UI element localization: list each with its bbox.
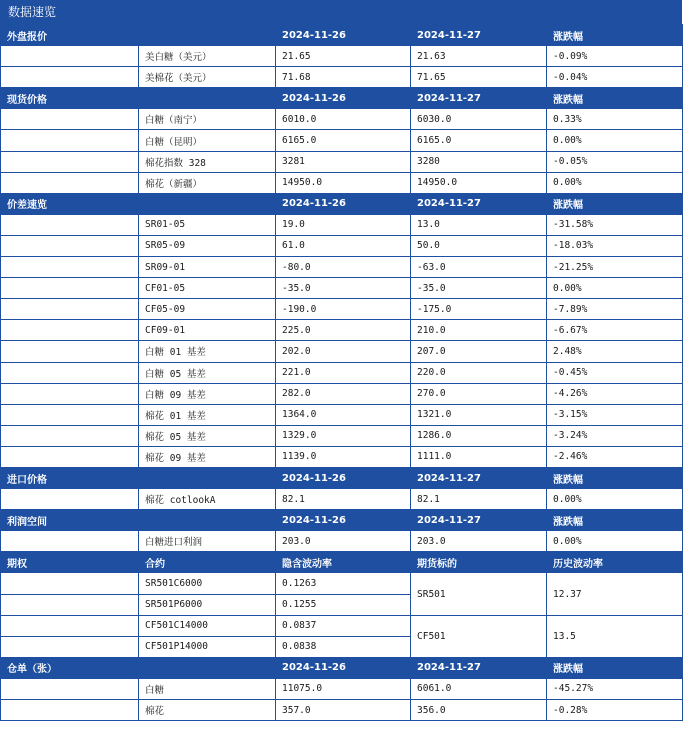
column-header: 合约 (139, 552, 276, 573)
value-day1: 1139.0 (276, 446, 411, 467)
value-day2: 14950.0 (411, 172, 547, 193)
row-label: 棉花 09 基差 (139, 446, 276, 467)
header-blank-cell (139, 193, 276, 214)
value-day1: -35.0 (276, 278, 411, 299)
value-day1: 19.0 (276, 214, 411, 235)
table-row (1, 446, 683, 467)
value-day2: 6030.0 (411, 109, 547, 130)
row-label: 棉花 (139, 700, 276, 721)
change-percent: -0.09% (547, 46, 683, 67)
value-day1: 82.1 (276, 489, 411, 510)
options-row (1, 573, 683, 594)
header-blank-cell (139, 88, 276, 109)
column-header: 2024-11-27 (411, 467, 547, 488)
row-blank-cell (1, 425, 139, 446)
row-blank-cell (1, 299, 139, 320)
change-percent: -2.46% (547, 446, 683, 467)
option-contract: CF501C14000 (139, 615, 276, 636)
option-contract: SR501P6000 (139, 594, 276, 615)
value-day2: 6061.0 (411, 678, 547, 699)
value-day1: 11075.0 (276, 678, 411, 699)
header-blank-cell (139, 25, 276, 46)
change-percent: -0.28% (547, 700, 683, 721)
row-label: 白糖 (139, 678, 276, 699)
value-day2: 207.0 (411, 341, 547, 362)
table-row (1, 278, 683, 299)
change-percent: -0.45% (547, 362, 683, 383)
change-percent: -21.25% (547, 257, 683, 278)
row-label: 白糖（南宁） (139, 109, 276, 130)
column-header: 涨跌幅 (547, 510, 683, 531)
row-blank-cell (1, 489, 139, 510)
implied-volatility: 0.0838 (276, 636, 411, 657)
section-title: 利润空间 (1, 510, 139, 531)
value-day2: 210.0 (411, 320, 547, 341)
table-row (1, 531, 683, 552)
data-table (0, 24, 683, 721)
column-header: 历史波动率 (547, 552, 683, 573)
value-day2: -63.0 (411, 257, 547, 278)
futures-underlying: CF501 (411, 615, 547, 657)
table-row (1, 341, 683, 362)
section-header-row (1, 193, 683, 214)
row-label: 白糖 05 基差 (139, 362, 276, 383)
change-percent: -7.89% (547, 299, 683, 320)
section-title: 外盘报价 (1, 25, 139, 46)
row-blank-cell (1, 404, 139, 425)
value-day1: 21.65 (276, 46, 411, 67)
value-day2: 21.63 (411, 46, 547, 67)
value-day1: -80.0 (276, 257, 411, 278)
table-row (1, 257, 683, 278)
table-row (1, 172, 683, 193)
value-day2: 13.0 (411, 214, 547, 235)
header-blank-cell (139, 657, 276, 678)
table-row (1, 700, 683, 721)
column-header: 涨跌幅 (547, 25, 683, 46)
change-percent: 0.00% (547, 489, 683, 510)
value-day2: -35.0 (411, 278, 547, 299)
row-label: 棉花 01 基差 (139, 404, 276, 425)
table-row (1, 383, 683, 404)
table-row (1, 214, 683, 235)
column-header: 涨跌幅 (547, 657, 683, 678)
table-row (1, 362, 683, 383)
row-label: SR01-05 (139, 214, 276, 235)
options-row (1, 615, 683, 636)
column-header: 涨跌幅 (547, 88, 683, 109)
column-header: 2024-11-26 (276, 193, 411, 214)
section-title: 期权 (1, 552, 139, 573)
change-percent: 0.33% (547, 109, 683, 130)
change-percent: -31.58% (547, 214, 683, 235)
table-row (1, 404, 683, 425)
option-contract: SR501C6000 (139, 573, 276, 594)
row-blank-cell (1, 341, 139, 362)
row-label: SR05-09 (139, 235, 276, 256)
row-blank-cell (1, 320, 139, 341)
row-blank-cell (1, 615, 139, 636)
column-header: 2024-11-27 (411, 193, 547, 214)
table-row (1, 235, 683, 256)
header-blank-cell (139, 467, 276, 488)
value-day1: 61.0 (276, 235, 411, 256)
row-label: 白糖（昆明） (139, 130, 276, 151)
section-header-row (1, 510, 683, 531)
change-percent: -45.27% (547, 678, 683, 699)
value-day1: 6165.0 (276, 130, 411, 151)
options-header-row (1, 552, 683, 573)
column-header: 2024-11-26 (276, 467, 411, 488)
section-header-row (1, 25, 683, 46)
row-label: 美白糖（美元） (139, 46, 276, 67)
row-blank-cell (1, 46, 139, 67)
change-percent: -6.67% (547, 320, 683, 341)
value-day2: 3280 (411, 151, 547, 172)
value-day2: 1321.0 (411, 404, 547, 425)
value-day1: 221.0 (276, 362, 411, 383)
section-header-row (1, 88, 683, 109)
value-day2: 71.65 (411, 67, 547, 88)
change-percent: 0.00% (547, 278, 683, 299)
value-day2: 270.0 (411, 383, 547, 404)
column-header: 涨跌幅 (547, 467, 683, 488)
section-header-row (1, 657, 683, 678)
value-day1: 71.68 (276, 67, 411, 88)
value-day1: 6010.0 (276, 109, 411, 130)
row-label: 美棉花（美元） (139, 67, 276, 88)
value-day1: 203.0 (276, 531, 411, 552)
row-blank-cell (1, 214, 139, 235)
row-label: 棉花 05 基差 (139, 425, 276, 446)
column-header: 2024-11-26 (276, 510, 411, 531)
column-header: 2024-11-27 (411, 25, 547, 46)
value-day2: 220.0 (411, 362, 547, 383)
futures-underlying: SR501 (411, 573, 547, 615)
change-percent: -3.24% (547, 425, 683, 446)
change-percent: -18.03% (547, 235, 683, 256)
table-row (1, 425, 683, 446)
column-header: 期货标的 (411, 552, 547, 573)
table-row (1, 320, 683, 341)
value-day1: 225.0 (276, 320, 411, 341)
implied-volatility: 0.1255 (276, 594, 411, 615)
table-row (1, 678, 683, 699)
value-day1: 3281 (276, 151, 411, 172)
change-percent: 0.00% (547, 531, 683, 552)
value-day2: 50.0 (411, 235, 547, 256)
table-row (1, 489, 683, 510)
value-day1: 282.0 (276, 383, 411, 404)
value-day1: 357.0 (276, 700, 411, 721)
row-label: 棉花 cotlookA (139, 489, 276, 510)
value-day2: 6165.0 (411, 130, 547, 151)
table-row (1, 130, 683, 151)
row-label: 棉花（新疆） (139, 172, 276, 193)
row-label: 白糖进口利润 (139, 531, 276, 552)
section-title: 进口价格 (1, 467, 139, 488)
row-label: CF09-01 (139, 320, 276, 341)
row-blank-cell (1, 67, 139, 88)
column-header: 涨跌幅 (547, 193, 683, 214)
row-blank-cell (1, 151, 139, 172)
historical-volatility: 12.37 (547, 573, 683, 615)
row-label: 棉花指数 328 (139, 151, 276, 172)
implied-volatility: 0.1263 (276, 573, 411, 594)
option-contract: CF501P14000 (139, 636, 276, 657)
value-day2: 356.0 (411, 700, 547, 721)
table-row (1, 46, 683, 67)
value-day1: 1329.0 (276, 425, 411, 446)
historical-volatility: 13.5 (547, 615, 683, 657)
table-row (1, 109, 683, 130)
change-percent: -0.05% (547, 151, 683, 172)
header-blank-cell (139, 510, 276, 531)
section-title: 仓单（张） (1, 657, 139, 678)
change-percent: 0.00% (547, 172, 683, 193)
column-header: 2024-11-26 (276, 25, 411, 46)
table-row (1, 151, 683, 172)
change-percent: -0.04% (547, 67, 683, 88)
page-title: 数据速览 (0, 0, 682, 24)
change-percent: -3.15% (547, 404, 683, 425)
section-title: 价差速览 (1, 193, 139, 214)
column-header: 2024-11-27 (411, 88, 547, 109)
row-blank-cell (1, 257, 139, 278)
row-blank-cell (1, 278, 139, 299)
row-blank-cell (1, 636, 139, 657)
row-blank-cell (1, 130, 139, 151)
column-header: 2024-11-27 (411, 510, 547, 531)
row-blank-cell (1, 531, 139, 552)
row-blank-cell (1, 594, 139, 615)
row-label: 白糖 01 基差 (139, 341, 276, 362)
row-blank-cell (1, 362, 139, 383)
row-label: CF05-09 (139, 299, 276, 320)
row-blank-cell (1, 573, 139, 594)
row-blank-cell (1, 172, 139, 193)
value-day2: -175.0 (411, 299, 547, 320)
column-header: 隐含波动率 (276, 552, 411, 573)
value-day2: 82.1 (411, 489, 547, 510)
row-label: SR09-01 (139, 257, 276, 278)
column-header: 2024-11-26 (276, 88, 411, 109)
table-row (1, 67, 683, 88)
value-day1: 1364.0 (276, 404, 411, 425)
row-blank-cell (1, 700, 139, 721)
row-blank-cell (1, 678, 139, 699)
implied-volatility: 0.0837 (276, 615, 411, 636)
row-blank-cell (1, 235, 139, 256)
value-day2: 1111.0 (411, 446, 547, 467)
change-percent: 0.00% (547, 130, 683, 151)
change-percent: -4.26% (547, 383, 683, 404)
value-day1: -190.0 (276, 299, 411, 320)
row-blank-cell (1, 109, 139, 130)
section-title: 现货价格 (1, 88, 139, 109)
row-blank-cell (1, 383, 139, 404)
value-day2: 1286.0 (411, 425, 547, 446)
value-day2: 203.0 (411, 531, 547, 552)
value-day1: 202.0 (276, 341, 411, 362)
column-header: 2024-11-26 (276, 657, 411, 678)
column-header: 2024-11-27 (411, 657, 547, 678)
row-blank-cell (1, 446, 139, 467)
table-row (1, 299, 683, 320)
change-percent: 2.48% (547, 341, 683, 362)
value-day1: 14950.0 (276, 172, 411, 193)
section-header-row (1, 467, 683, 488)
row-label: 白糖 09 基差 (139, 383, 276, 404)
row-label: CF01-05 (139, 278, 276, 299)
